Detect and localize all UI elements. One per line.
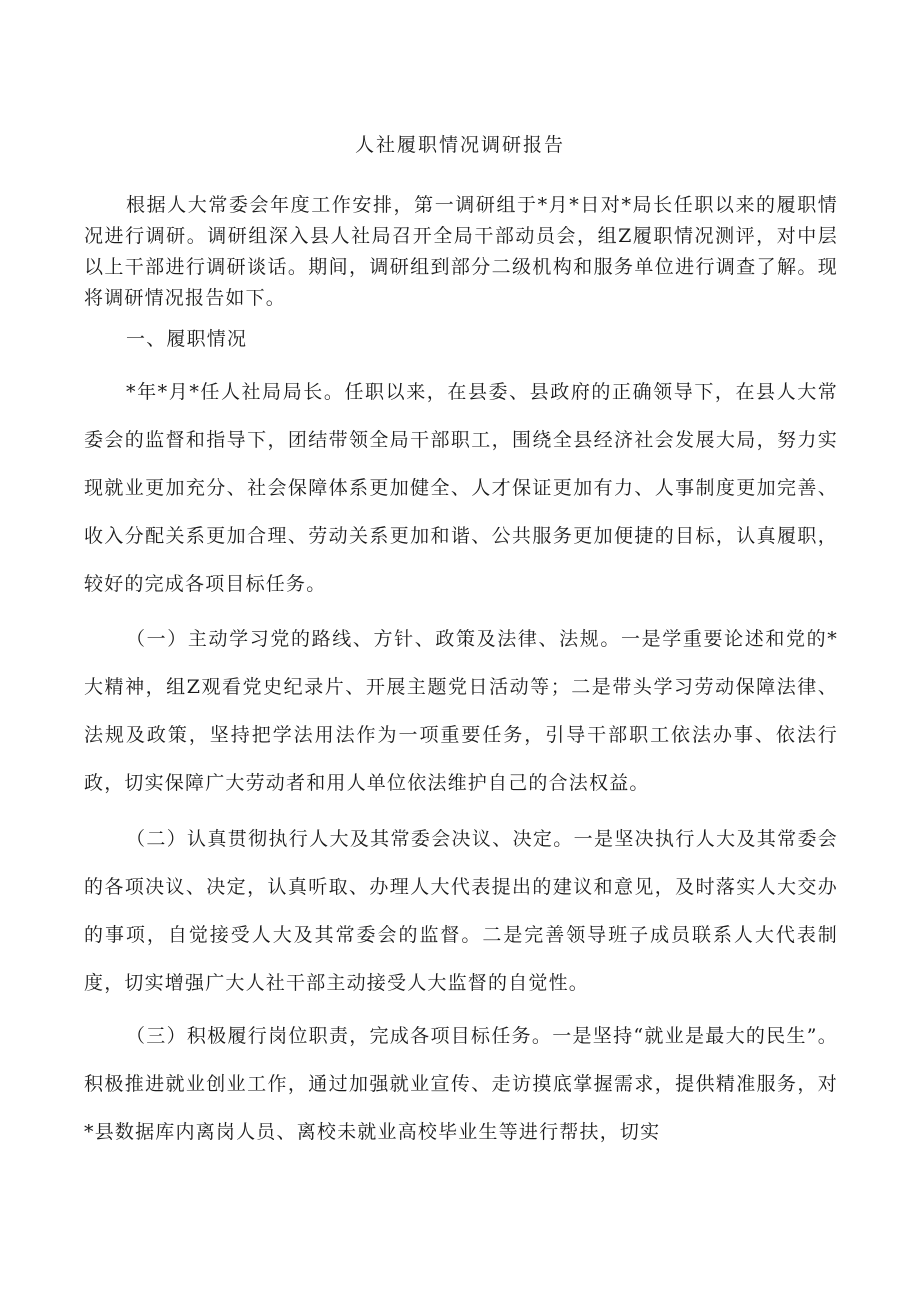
body-paragraph-3: （二）认真贯彻执行人大及其常委会决议、决定。一是坚决执行人大及其常委会的各项决议、决定，认真听取、办理人大代表提出的建议和意见，及时落实人大交办的事项，自觉接受人大及其常委会的监督。二是完善领导班子成员联系人大代表制度，切实增强广大人社干部主动接受人大监督的自觉性。 [84, 828, 838, 994]
body-paragraph-1: *年*月*任人社局局长。任职以来，在县委、县政府的正确领导下，在县人大常委会的监督和指导下，团结带领全局干部职工，围绕全县经济社会发展大局，努力实现就业更加充分、社会保障体系更加健全、人才保证更加有力、人事制度更加完善、收入分配关系更加合理、劳动关系更加和谐、公共服务更加便捷的目标，认真履职，较好的完成各项目标任务。 [84, 381, 838, 595]
body-paragraph-4: （三）积极履行岗位职责，完成各项目标任务。一是坚持“就业是最大的民生”。积极推进就业创业工作，通过加强就业宣传、走访摸底掌握需求，提供精准服务，对*县数据库内离岗人员、离校未就业高校毕业生等进行帮扶，切实 [84, 1025, 838, 1143]
document-title: 人社履职情况调研报告 [354, 134, 565, 156]
body-paragraph-2: （一）主动学习党的路线、方针、政策及法律、法规。一是学重要论述和党的*大精神，组Z观看党史纪录片、开展主题党日活动等；二是带头学习劳动保障法律、法规及政策，坚持把学法用法作为一项重要任务，引导干部职工依法办事、依法行政，切实保障广大劳动者和用人单位依法维护自己的合法权益。 [84, 628, 838, 794]
section-heading-1: 一、履职情况 [126, 328, 248, 350]
intro-paragraph: 根据人大常委会年度工作安排，第一调研组于*月*日对*局长任职以来的履职情况进行调研。调研组深入县人社局召开全局干部动员会，组Z履职情况测评，对中层以上干部进行调研谈话。期间，调研组到部分二级机构和服务单位进行调查了解。现将调研情况报告如下。 [84, 194, 838, 309]
